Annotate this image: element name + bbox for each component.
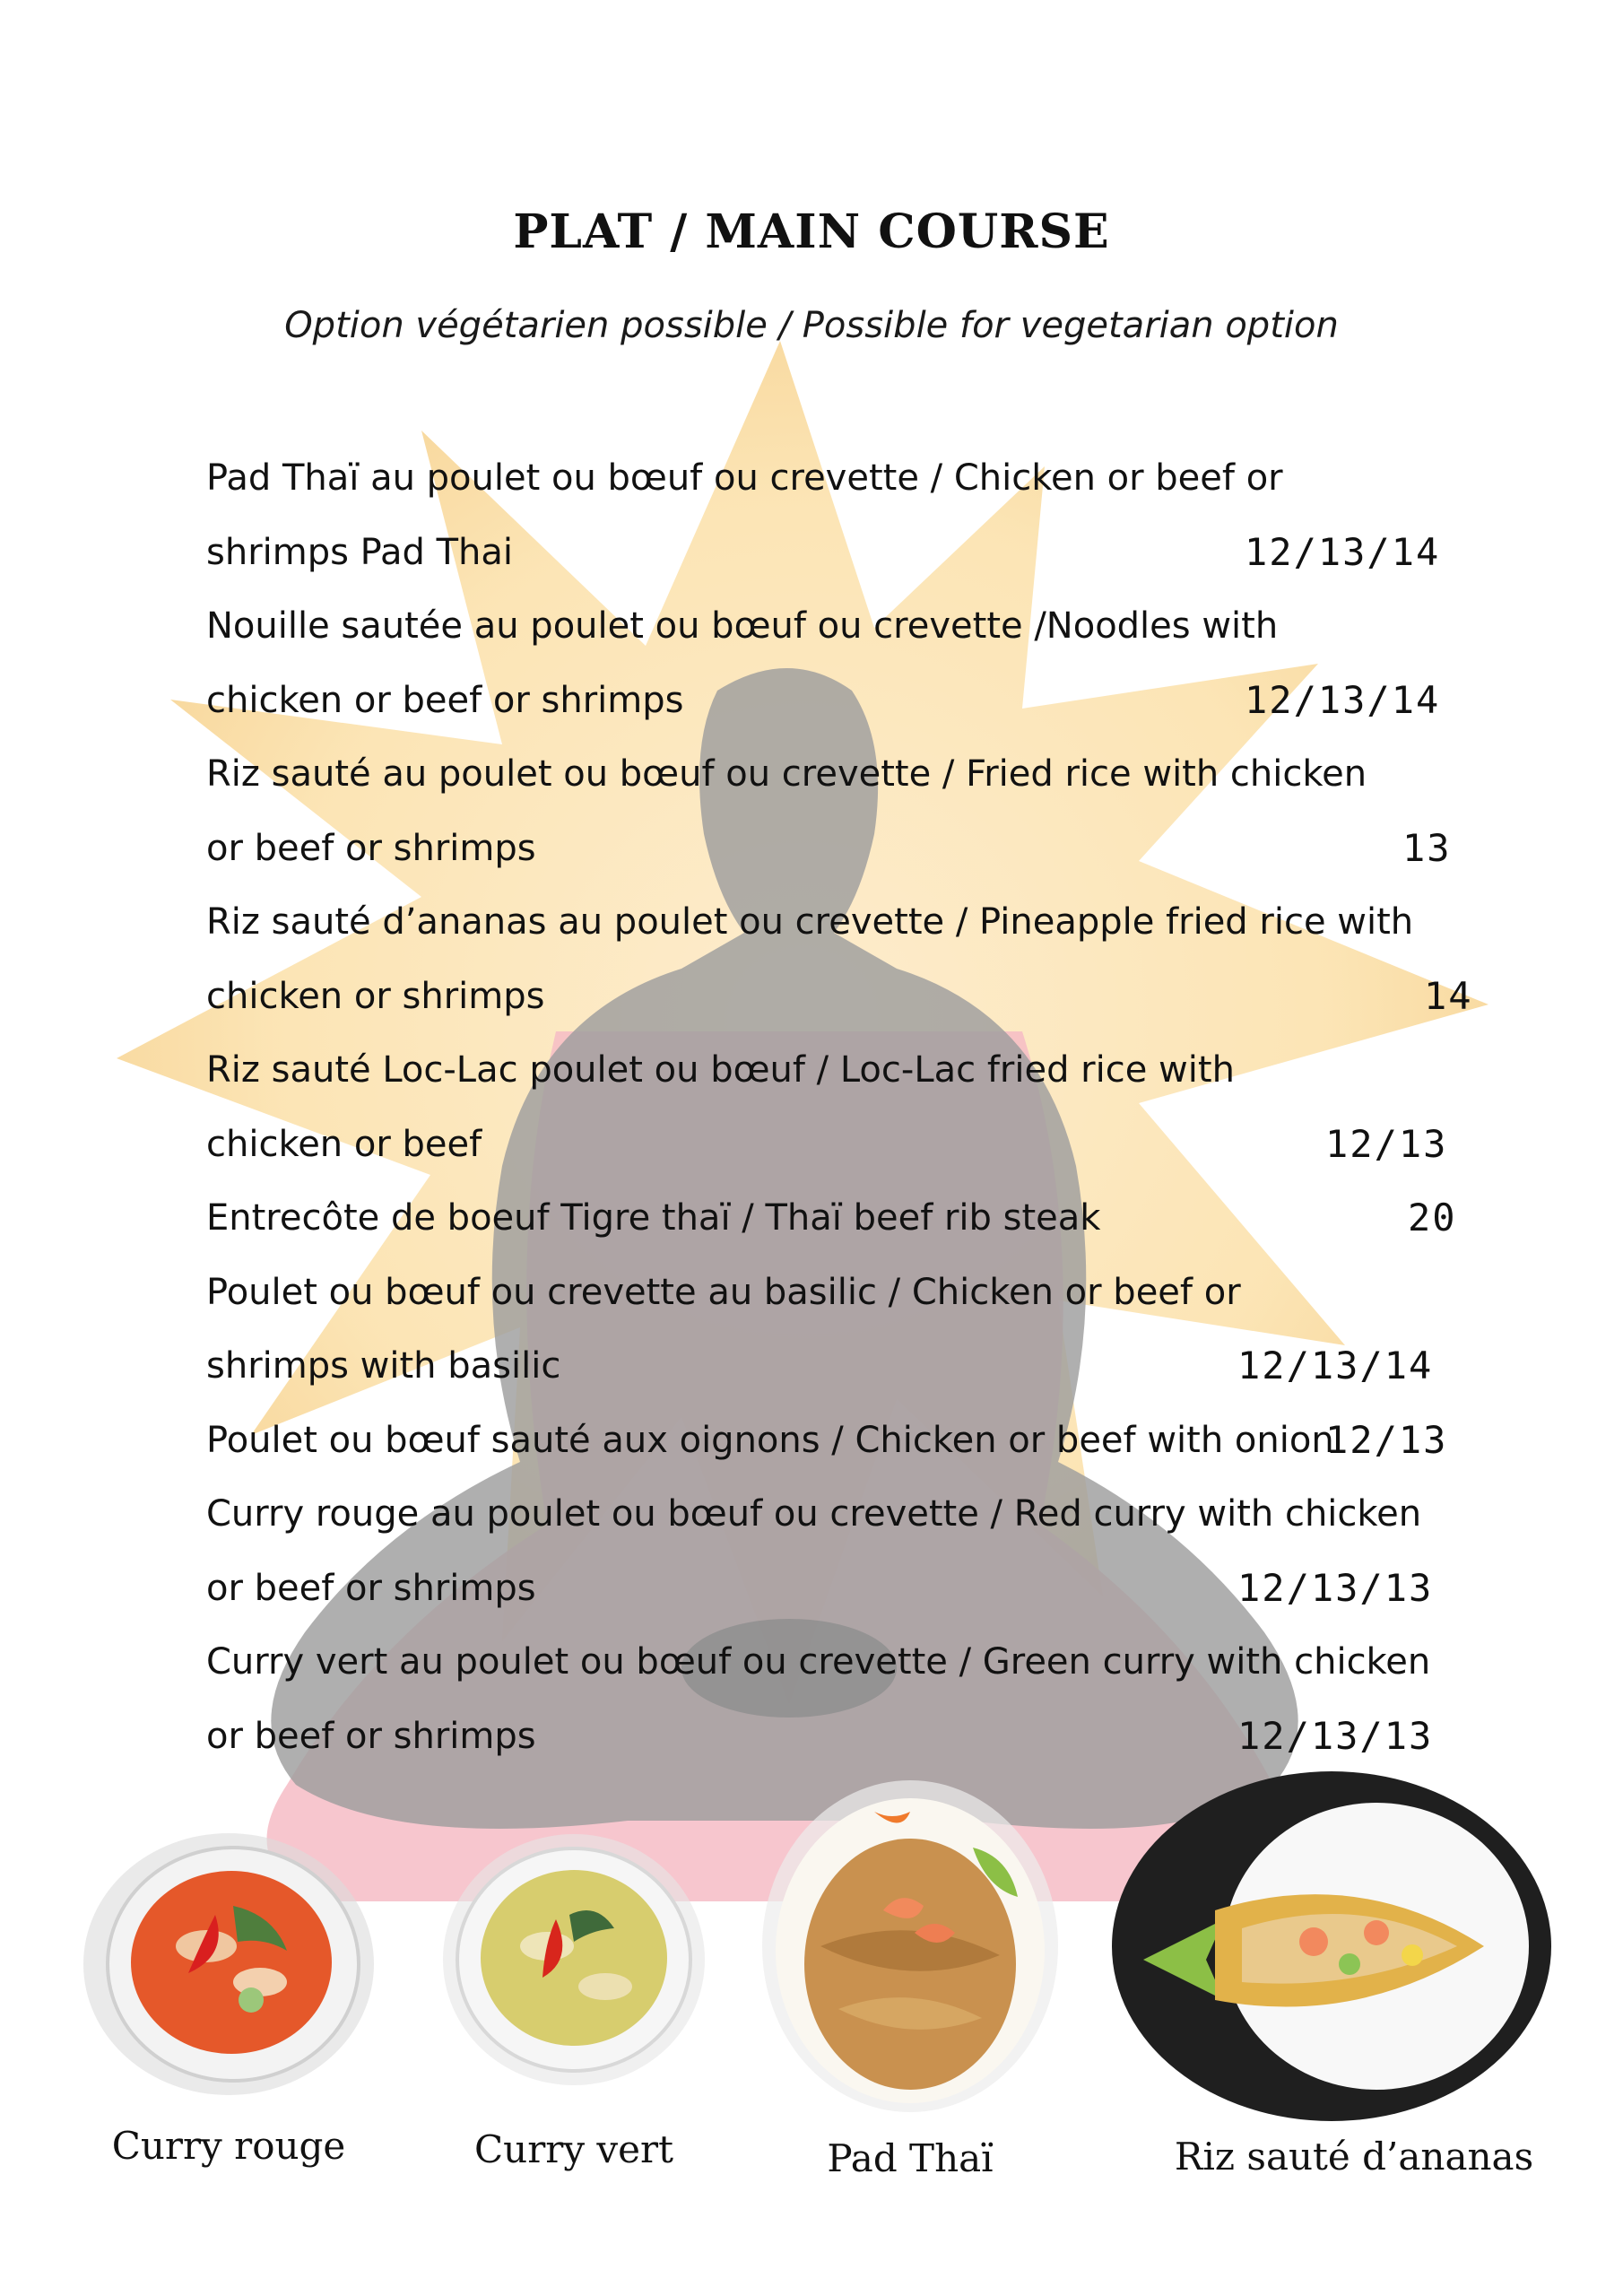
menu-item-rib-steak xyxy=(206,1187,1462,1261)
item-text: Curry vert au poulet ou bœuf ou crevette / Green curry with chicken xyxy=(206,1641,1431,1683)
item-text: shrimps Pad Thai xyxy=(206,531,514,573)
item-price: 12/13/13 xyxy=(1237,1713,1434,1758)
item-text: shrimps with basilic xyxy=(206,1345,561,1387)
item-price: 12/13/14 xyxy=(1245,529,1441,574)
red-curry-bowl-icon xyxy=(81,1830,377,2099)
item-price: 14 xyxy=(1424,973,1473,1018)
item-price: 12/13 xyxy=(1325,1417,1448,1462)
page-subtitle: Option végétarien possible / Possible for vegetarian option xyxy=(284,305,1339,346)
caption-pad-thai: Pad Thaï xyxy=(827,2136,994,2180)
green-curry-bowl-icon xyxy=(439,1830,708,2090)
item-text: chicken or shrimps xyxy=(206,975,545,1017)
item-text: Nouille sautée au poulet ou bœuf ou crevette /Noodles with xyxy=(206,605,1279,647)
pineapple-rice-plate-icon xyxy=(1107,1767,1556,2126)
menu-list xyxy=(206,447,1473,1779)
item-price: 13 xyxy=(1402,825,1452,870)
item-text: Poulet ou bœuf ou crevette au basilic / Chicken or beef or xyxy=(206,1271,1241,1313)
menu-item-pad-thai xyxy=(206,447,1462,595)
menu-item-basil xyxy=(206,1261,1462,1409)
item-price: 12/13/14 xyxy=(1245,677,1441,722)
menu-item-onion xyxy=(206,1409,1462,1483)
item-text: Riz sauté d’ananas au poulet ou crevette / Pineapple fried rice with xyxy=(206,901,1414,943)
item-price: 12/13 xyxy=(1325,1121,1448,1166)
item-text: or beef or shrimps xyxy=(206,827,536,869)
item-price: 12/13/13 xyxy=(1237,1565,1434,1610)
item-text: Entrecôte de boeuf Tigre thaï / Thaï beef rib steak xyxy=(206,1197,1101,1239)
item-text: or beef or shrimps xyxy=(206,1567,536,1609)
item-text: Poulet ou bœuf sauté aux oignons / Chicken or beef with onion xyxy=(206,1419,1334,1461)
caption-curry-rouge: Curry rouge xyxy=(111,2124,346,2168)
pad-thai-plate-icon xyxy=(758,1776,1063,2117)
menu-item-noodles xyxy=(206,595,1462,743)
item-text: chicken or beef xyxy=(206,1123,482,1165)
caption-riz-ananas: Riz sauté d’ananas xyxy=(1174,2135,1534,2179)
item-price: 20 xyxy=(1408,1196,1457,1239)
item-text: Pad Thaï au poulet ou bœuf ou crevette / Chicken or beef or xyxy=(206,457,1283,499)
page-title: PLAT / MAIN COURSE xyxy=(513,204,1110,259)
menu-item-pineapple-rice xyxy=(206,891,1473,1039)
caption-curry-vert: Curry vert xyxy=(474,2127,673,2171)
menu-item-red-curry xyxy=(206,1483,1462,1631)
menu-item-green-curry xyxy=(206,1631,1462,1779)
item-text: Curry rouge au poulet ou bœuf ou crevette / Red curry with chicken xyxy=(206,1493,1422,1535)
item-text: Riz sauté Loc-Lac poulet ou bœuf / Loc-Lac fried rice with xyxy=(206,1049,1235,1091)
item-text: chicken or beef or shrimps xyxy=(206,679,684,721)
menu-item-fried-rice xyxy=(206,743,1462,891)
item-price: 12/13/14 xyxy=(1237,1344,1434,1387)
menu-item-loc-lac xyxy=(206,1039,1462,1187)
item-text: or beef or shrimps xyxy=(206,1715,536,1757)
item-text: Riz sauté au poulet ou bœuf ou crevette / Fried rice with chicken xyxy=(206,753,1367,795)
